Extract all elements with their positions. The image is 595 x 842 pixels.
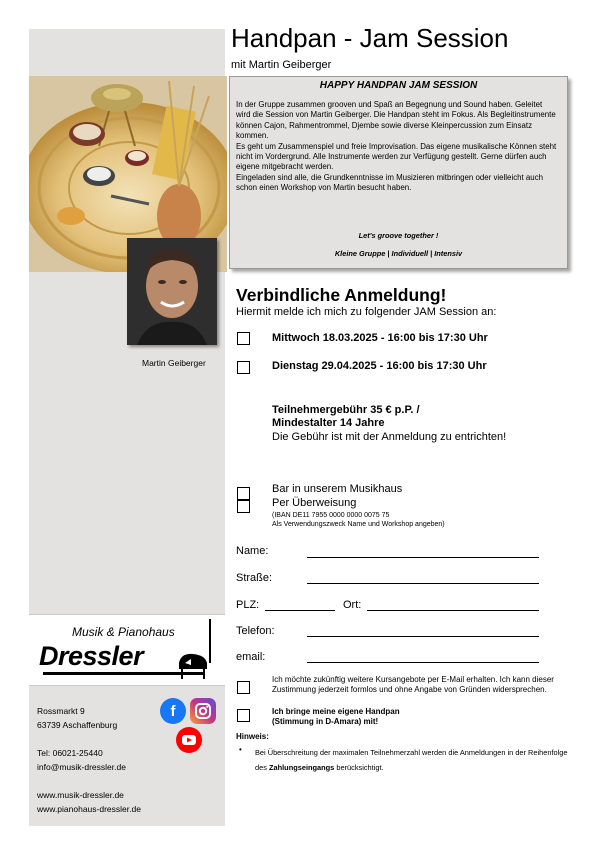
own-handpan-checkbox[interactable] (237, 709, 250, 722)
hint-text (255, 745, 570, 775)
own-handpan-text (272, 707, 400, 727)
info-box-title: HAPPY HANDPAN JAM SESSION (319, 80, 478, 91)
phone-field[interactable] (307, 636, 539, 637)
info-box-text (236, 100, 558, 194)
fee-line-1: Teilnehmergebühr 35 € p.P. / (272, 404, 420, 416)
website-link-2[interactable]: www.pianohaus-dressler.de (37, 804, 141, 814)
page-subtitle: mit Martin Geiberger (231, 59, 332, 71)
name-label: Name: (236, 545, 269, 557)
pay-transfer-checkbox[interactable] (237, 500, 250, 513)
portrait-photo (127, 238, 217, 345)
iban-line-2: Als Verwendungszweck Name und Workshop angeben) (272, 520, 445, 528)
plz-label: PLZ: (236, 599, 260, 611)
fee-note: Die Gebühr ist mit der Anmeldung zu entrichten! (272, 431, 507, 443)
info-paragraph-2: Es geht um Zusammenspiel und freie Improvisation. Das eigene musikalische Können steht nicht im Vordergrund. Alle Instrumente werden zur Verfügung gestellt. Gerne dürfen auch eigene mitgebracht werden. (236, 141, 557, 172)
fee-line-2: Mindestalter 14 Jahre (272, 417, 385, 429)
page-title: Handpan - Jam Session (231, 23, 509, 53)
newsletter-checkbox[interactable] (237, 681, 250, 694)
logo-main-text: Dressler (39, 641, 144, 671)
city-field[interactable] (367, 610, 539, 611)
logo-vertical-line (209, 619, 211, 663)
iban-line-1: (IBAN DE11 7955 0000 0000 0075 75 (272, 512, 390, 519)
piano-icon (177, 651, 209, 681)
date2-label: Dienstag 29.04.2025 - 16:00 bis 17:30 Uhr (272, 360, 487, 372)
own-handpan-line-1: Ich bringe meine eigene Handpan (272, 707, 400, 716)
phone-number: Tel: 06021-25440 (37, 748, 103, 758)
iban-info (272, 512, 445, 530)
info-paragraph-1: In der Gruppe zusammen grooven und Spaß an Begegnung und Sound haben. Geleitet wird die Session von Martin Geiberger. Die Handpan steht im Fokus. Als Begleitinstrumente können Cajon, Rahmentrommel, Djembe sowie diverse Kleinpercussion zum Einsatz kommen. (236, 100, 556, 141)
pay-transfer-label: Per Überweisung (272, 497, 357, 509)
registration-heading: Verbindliche Anmeldung! (236, 285, 447, 305)
logo-top-text: Musik & Pianohaus (72, 625, 175, 639)
phone-label: Telefon: (236, 625, 275, 637)
newsletter-consent-text: Ich möchte zukünftig weitere Kursangebote per E-Mail erhalten. Ich kann dieser Zustimmung jederzeit formlos und ohne Angabe von Gründen widersprechen. (272, 675, 554, 694)
info-box (229, 76, 568, 269)
date1-label: Mittwoch 18.03.2025 - 16:00 bis 17:30 Uhr (272, 332, 488, 344)
date2-checkbox[interactable] (237, 361, 250, 374)
hint-text-bold: Zahlungseingangs (268, 763, 335, 772)
portrait-caption: Martin Geiberger (142, 358, 206, 368)
street-field[interactable] (307, 583, 539, 584)
info-box-slogan: Let's groove together ! (358, 231, 439, 240)
own-handpan-line-2: (Stimmung in D-Amara) mit! (272, 717, 379, 726)
instagram-icon[interactable] (190, 698, 216, 724)
hint-bullet: • (239, 745, 242, 754)
email-field[interactable] (307, 662, 539, 663)
email-label: email: (236, 651, 266, 663)
email-link[interactable]: info@musik-dressler.de (37, 762, 126, 772)
registration-intro: Hiermit melde ich mich zu folgender JAM Session an: (236, 306, 497, 318)
youtube-icon[interactable] (176, 727, 202, 753)
address-line-1: Rossmarkt 9 (37, 706, 85, 716)
info-box-tags: Kleine Gruppe | Individuell | Intensiv (334, 249, 463, 258)
facebook-icon[interactable]: f (160, 698, 186, 724)
plz-field[interactable] (265, 610, 335, 611)
fee-info (272, 404, 420, 430)
hint-title: Hinweis: (236, 732, 269, 741)
pay-cash-checkbox[interactable] (237, 487, 250, 500)
hint-text-part-2: berücksichtigt. (334, 763, 384, 772)
name-field[interactable] (307, 557, 539, 558)
city-label: Ort: (343, 599, 362, 611)
address-line-2: 63739 Aschaffenburg (37, 720, 118, 730)
date1-checkbox[interactable] (237, 332, 250, 345)
hint-text-part-1: Bei Überschreitung der maximalen Teilnehmerzahl werden die Anmeldungen in der Reihenfolge des (255, 748, 568, 772)
street-label: Straße: (236, 572, 273, 584)
dressler-logo (29, 614, 225, 686)
info-paragraph-3: Eingeladen sind alle, die Grundkenntnisse im Musizieren mitbringen oder vielleicht auch schon einen Workshop von Martin besucht haben. (236, 172, 544, 193)
website-link-1[interactable]: www.musik-dressler.de (37, 790, 124, 800)
pay-cash-label: Bar in unserem Musikhaus (272, 483, 403, 495)
